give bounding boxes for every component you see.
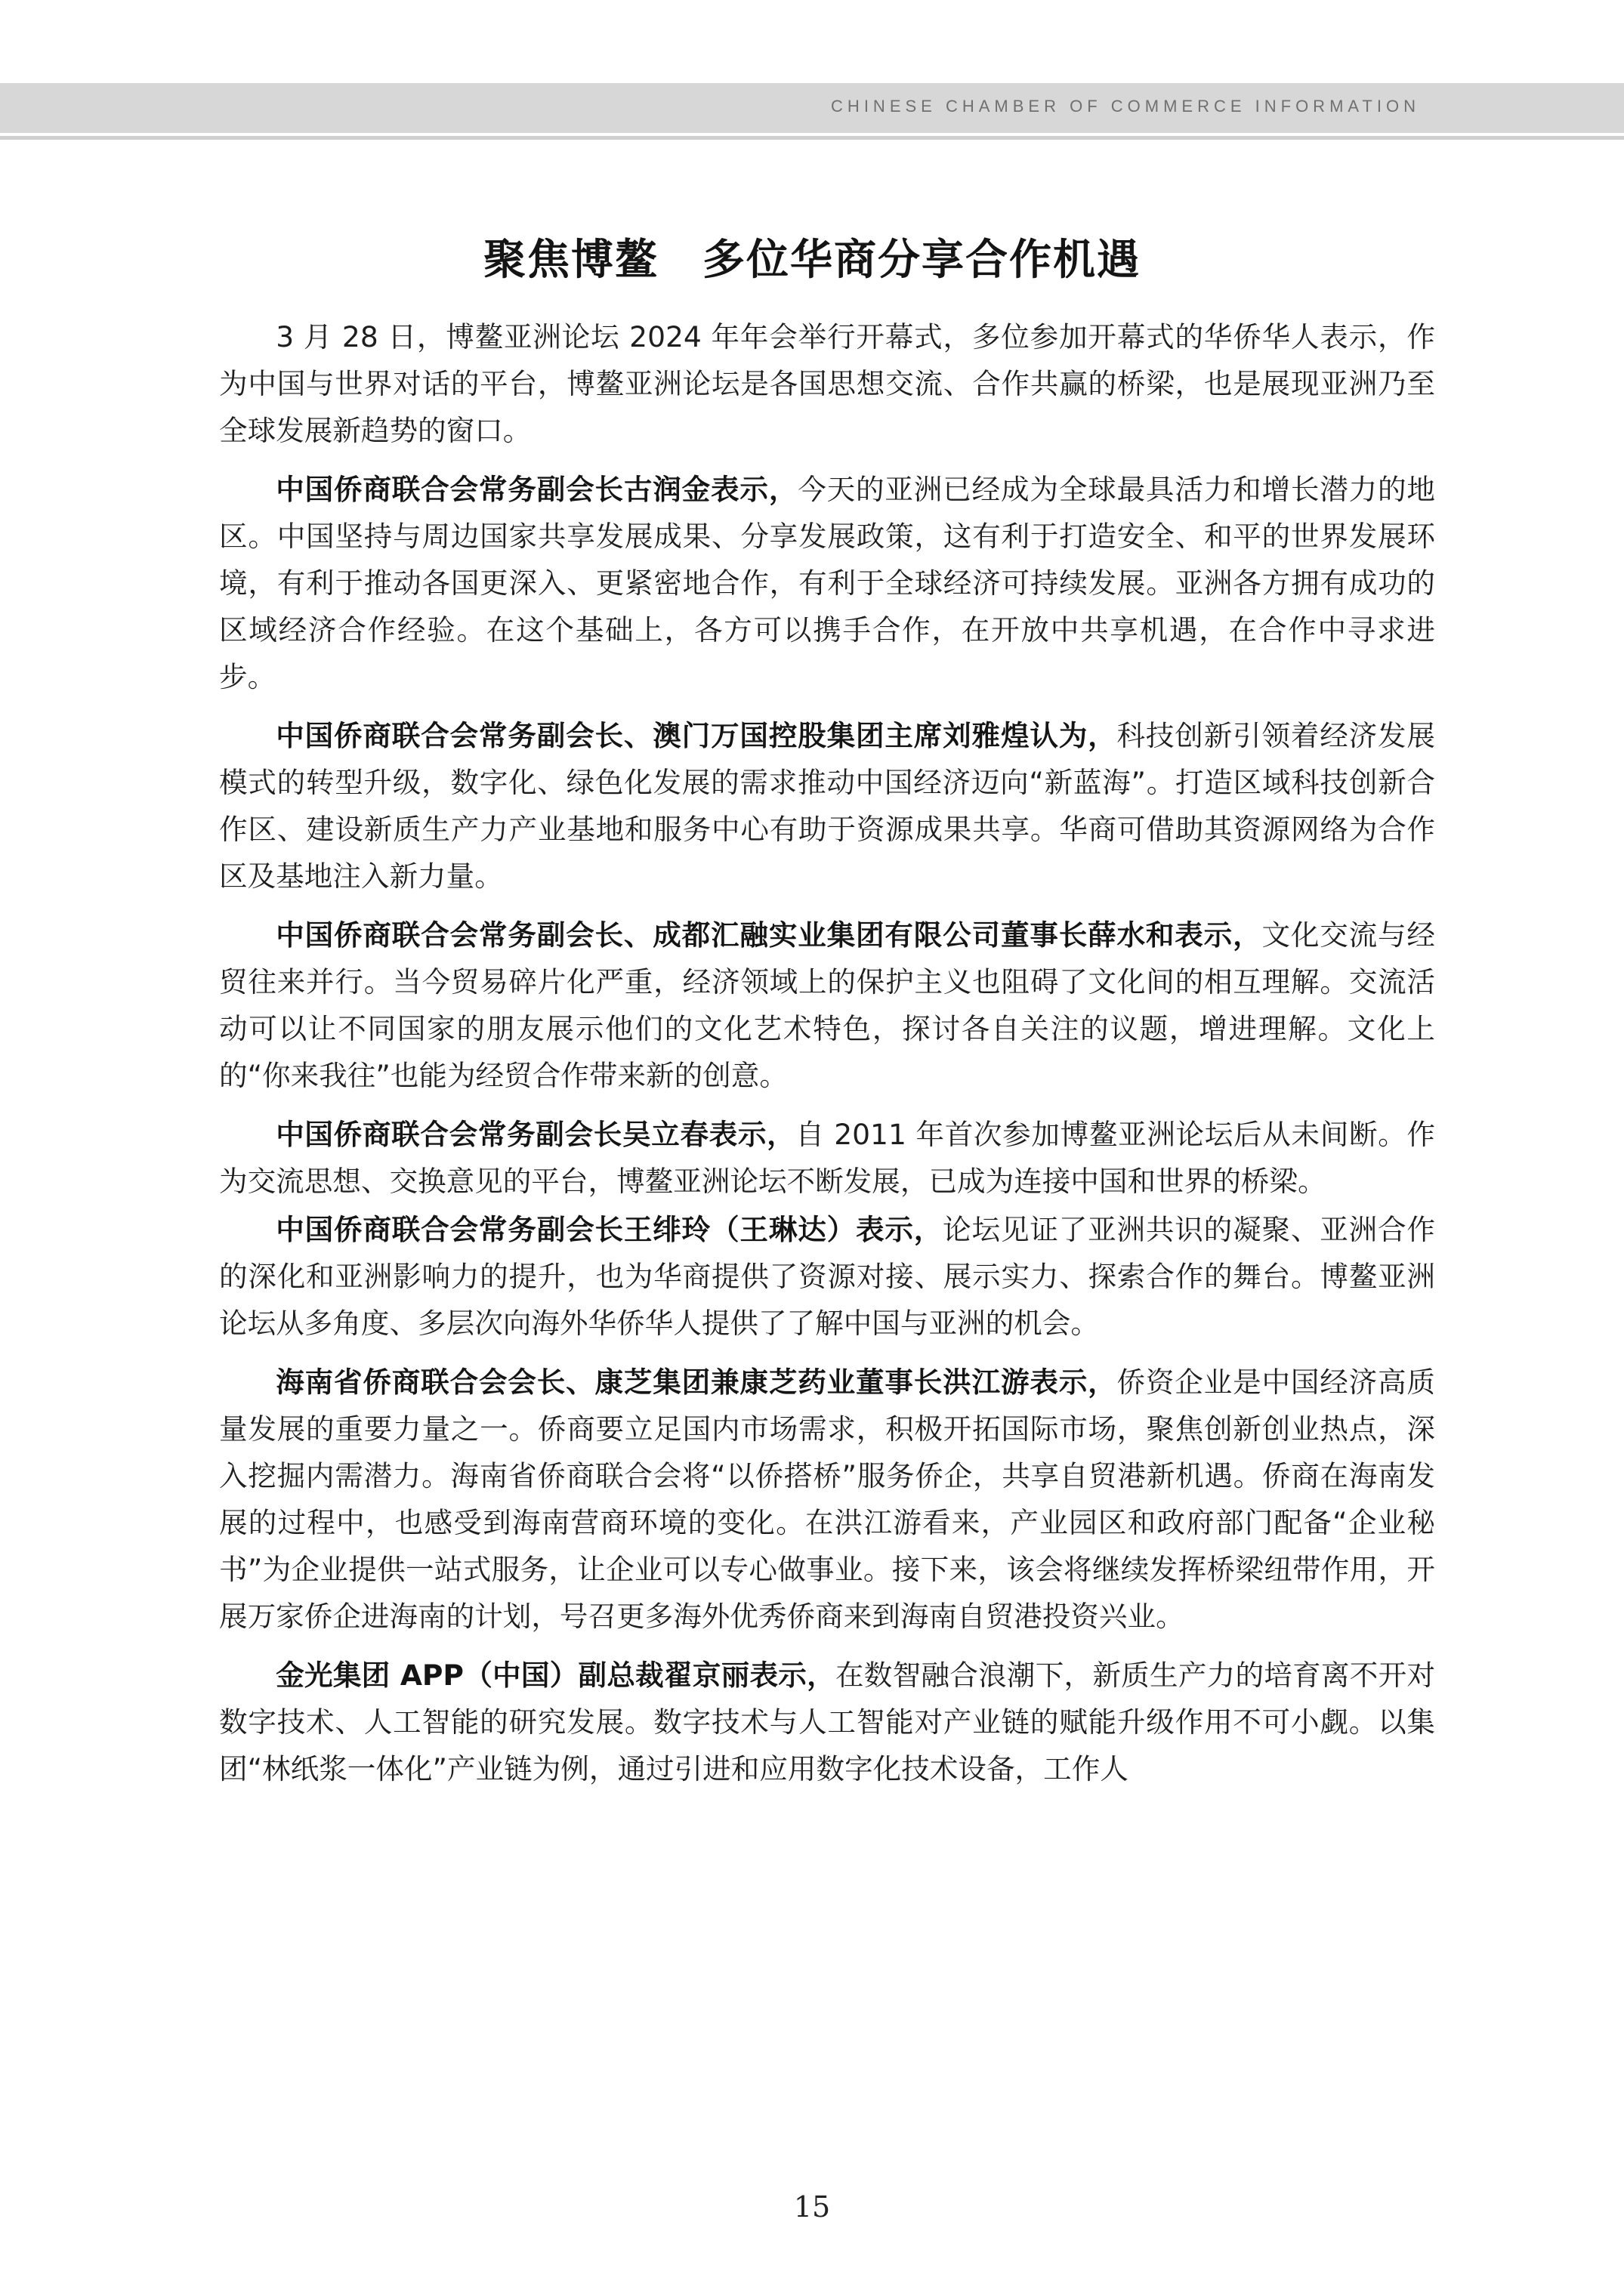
article-title: 聚焦博鳌 多位华商分享合作机遇 [483, 236, 1141, 285]
paragraph-text: 文化交流与经贸往来并行。当今贸易碎片化严重，经济领域上的保护主义也阻碍了文化间的相互理解。交流活动可以让不同国家的朋友展示他们的文化艺术特色，探讨各自关注的议题，增进理解。文化上的“你来我往”也能为经贸合作带来新的创意。 [219, 918, 1435, 1092]
paragraph-lead: 中国侨商联合会常务副会长、成都汇融实业集团有限公司董事长薛水和表示， [276, 918, 1262, 952]
paragraph-lead: 金光集团 APP（中国）副总裁翟京丽表示， [276, 1659, 835, 1692]
paragraph-intro [219, 313, 1435, 454]
paragraph-lead: 中国侨商联合会常务副会长、澳门万国控股集团主席刘雅煌认为， [276, 719, 1117, 752]
paragraph-text: 科技创新引领着经济发展模式的转型升级，数字化、绿色化发展的需求推动中国经济迈向“新蓝海”。打造区域科技创新合作区、建设新质生产力产业基地和服务中心有助于资源成果共享。华商可借助其资源网络为合作区及基地注入新力量。 [219, 719, 1435, 893]
paragraph-lead: 海南省侨商联合会会长、康芝集团兼康芝药业董事长洪江游表示， [276, 1366, 1117, 1399]
paragraph-lead: 中国侨商联合会常务副会长古润金表示， [276, 473, 798, 506]
paragraph-gu-runjin [219, 466, 1435, 700]
paragraph-xue-shuihe [219, 912, 1435, 1099]
paragraph-hong-jiangyou [219, 1359, 1435, 1640]
paragraph-text: 论坛见证了亚洲共识的凝聚、亚洲合作的深化和亚洲影响力的提升，也为华商提供了资源对接、展示实力、探索合作的舞台。博鳌亚洲论坛从多角度、多层次向海外华侨华人提供了了解中国与亚洲的机会。 [219, 1213, 1435, 1340]
article-body [219, 313, 1435, 1804]
paragraph-text: 在数智融合浪潮下，新质生产力的培育离不开对数字技术、人工智能的研究发展。数字技术与人工智能对产业链的赋能升级作用不可小觑。以集团“林纸浆一体化”产业链为例，通过引进和应用数字化技术设备，工作人 [219, 1659, 1435, 1785]
paragraph-liu-yahuang [219, 712, 1435, 900]
paragraph-text: 今天的亚洲已经成为全球最具活力和增长潜力的地区。中国坚持与周边国家共享发展成果、分享发展政策，这有利于打造安全、和平的世界发展环境，有利于推动各国更深入、更紧密地合作，有利于全球经济可持续发展。亚洲各方拥有成功的区域经济合作经验。在这个基础上，各方可以携手合作，在开放中共享机遇，在合作中寻求进步。 [219, 473, 1435, 693]
paragraph-wang-feiling [219, 1206, 1435, 1347]
paragraph-text: 3 月 28 日，博鳌亚洲论坛 2024 年年会举行开幕式，多位参加开幕式的华侨华人表示，作为中国与世界对话的平台，博鳌亚洲论坛是各国思想交流、合作共赢的桥梁，也是展现亚洲乃至全球发展新趋势的窗口。 [219, 320, 1435, 447]
paragraph-text: 自 2011 年首次参加博鳌亚洲论坛后从未间断。作为交流思想、交换意见的平台，博鳌亚洲论坛不断发展，已成为连接中国和世界的桥梁。 [219, 1118, 1435, 1198]
running-header: CHINESE CHAMBER OF COMMERCE INFORMATION [831, 97, 1420, 116]
header-rule [0, 136, 1624, 140]
paragraph-text: 侨资企业是中国经济高质量发展的重要力量之一。侨商要立足国内市场需求，积极开拓国际市场，聚焦创新创业热点，深入挖掘内需潜力。海南省侨商联合会将“以侨搭桥”服务侨企，共享自贸港新机遇。侨商在海南发展的过程中，也感受到海南营商环境的变化。在洪江游看来，产业园区和政府部门配备“企业秘书”为企业提供一站式服务，让企业可以专心做事业。接下来，该会将继续发挥桥梁纽带作用，开展万家侨企进海南的计划，号召更多海外优秀侨商来到海南自贸港投资兴业。 [219, 1366, 1435, 1633]
paragraph-lead: 中国侨商联合会常务副会长吴立春表示， [276, 1118, 796, 1151]
page-number: 15 [793, 2190, 831, 2224]
paragraph-lead: 中国侨商联合会常务副会长王绯玲（王琳达）表示， [276, 1213, 943, 1246]
paragraph-zhai-jingli [219, 1652, 1435, 1792]
paragraph-wu-lichun [219, 1111, 1435, 1205]
